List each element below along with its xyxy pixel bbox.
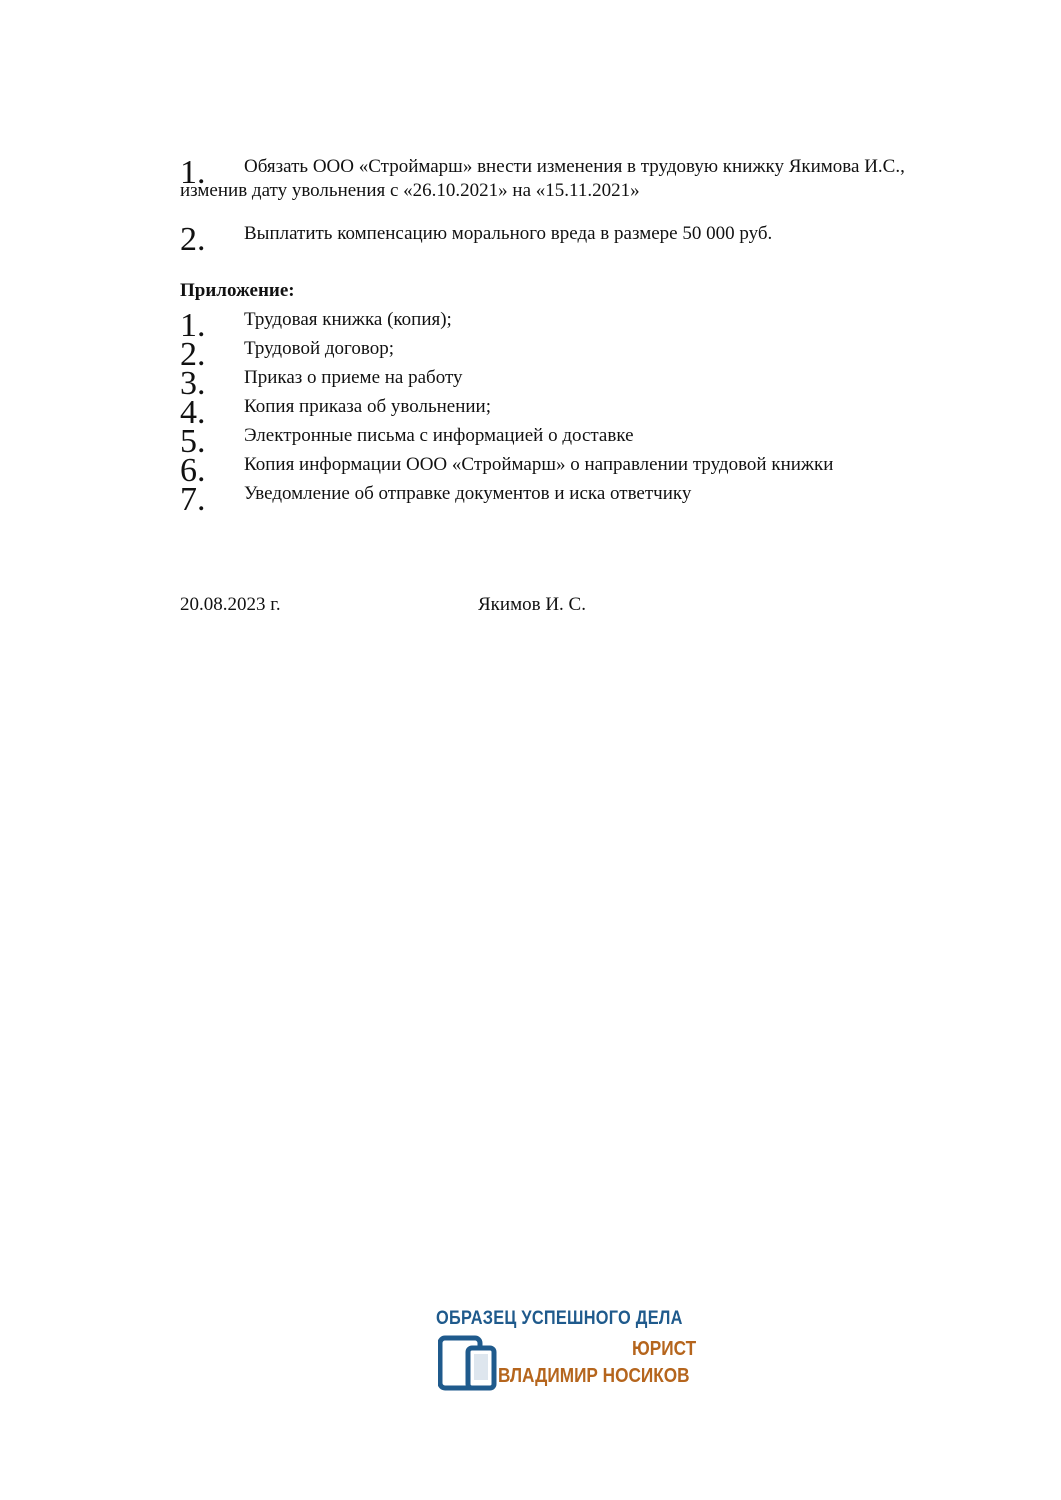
- list-item-number: 2.: [180, 336, 206, 373]
- devices-icon: [438, 1334, 500, 1392]
- list-item-number: 6.: [180, 452, 206, 489]
- list-item-number: 7.: [180, 481, 206, 518]
- demand-item-1: [180, 155, 1000, 203]
- watermark-logo: [436, 1308, 716, 1394]
- list-item-number: 4.: [180, 394, 206, 431]
- logo-name: ВЛАДИМИР НОСИКОВ: [498, 1365, 690, 1387]
- list-item-text: Приказ о приеме на работу: [244, 367, 463, 388]
- demand-text-line-1: Обязать ООО «Строймарш» внести изменения в трудовую книжку Якимова И.С.,: [244, 156, 905, 177]
- demand-item-2: [180, 221, 773, 258]
- list-item-text: Электронные письма с информацией о доставке: [244, 425, 634, 446]
- demand-number: 2.: [180, 221, 206, 258]
- list-item-number: 5.: [180, 423, 206, 460]
- demand-number: 1.: [180, 154, 206, 191]
- attachments-heading: Приложение:: [180, 280, 295, 301]
- list-item-text: Трудовой договор;: [244, 338, 394, 359]
- demand-text-line-2: изменив дату увольнения с «26.10.2021» на «15.11.2021»: [180, 180, 640, 201]
- list-item-text: Трудовая книжка (копия);: [244, 309, 452, 330]
- list-item-text: Уведомление об отправке документов и иска ответчику: [244, 483, 692, 504]
- list-item-number: 3.: [180, 365, 206, 402]
- list-item-text: Копия приказа об увольнении;: [244, 396, 491, 417]
- logo-title: ОБРАЗЕЦ УСПЕШНОГО ДЕЛА: [436, 1308, 683, 1329]
- signature-name: Якимов И. С.: [478, 594, 586, 615]
- list-item-text: Копия информации ООО «Строймарш» о направлении трудовой книжки: [244, 454, 834, 475]
- signature-date: 20.08.2023 г.: [180, 594, 281, 615]
- demand-text: Выплатить компенсацию морального вреда в размере 50 000 руб.: [244, 223, 773, 244]
- list-item-number: 1.: [180, 307, 206, 344]
- logo-role: ЮРИСТ: [632, 1338, 697, 1360]
